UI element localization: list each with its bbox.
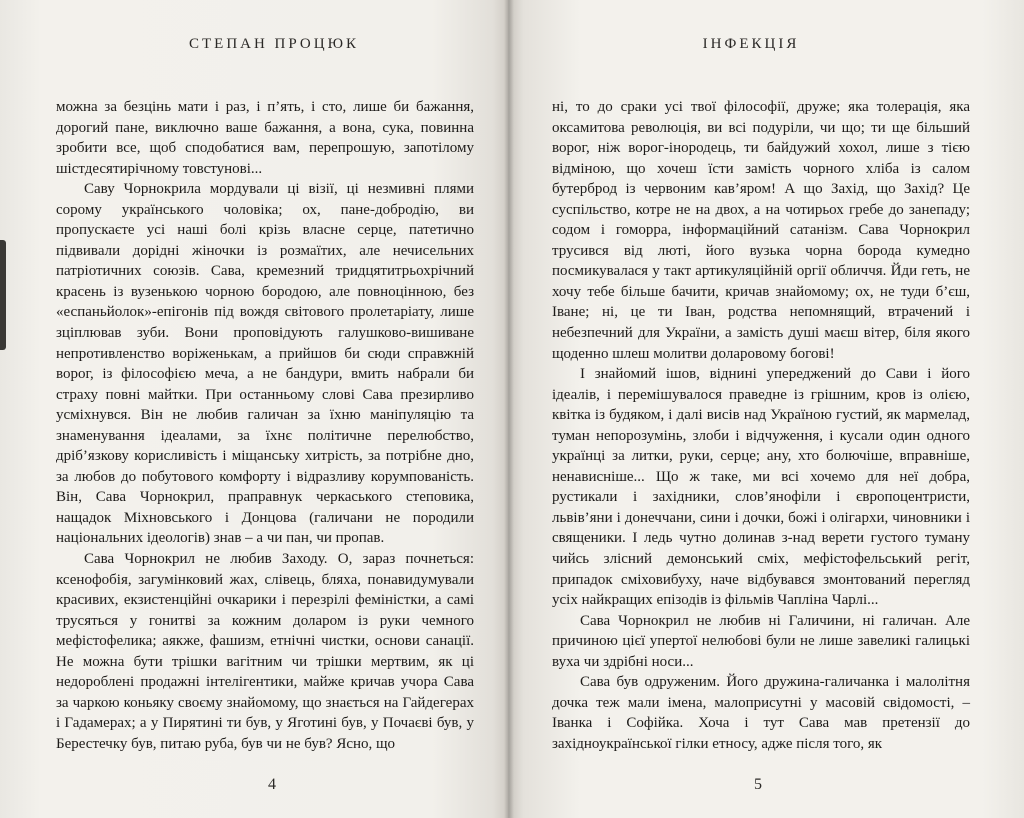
paragraph: І знайомий ішов, віднині упереджений до Сави і його ідеалів, і перемішувалося праведне із грішним, кров із олією, квітка із будяком, і далі висів над Україною густий, як мармелад, туман непорозумінь, злоби і відчуження, і кусали один одного українці за литки, руки, серце; ану, хто болючіше, вправніше, ненависніше... Що ж таке, ми всі хочемо для неї добра, рустикали і західники, слов’янофіли і європоцентристи, львів’яни і донеччани, сини і дочки, божі і олігархи, чиновники і священики. І ледь чутно долинав з-над верети густого туману чийсь злісний демонський сміх, мефістофельський регіт, припадок сміховибуху, наче відбувався змонтований перегляд усіх найкращих епізодів із фільмів Чапліна Чарлі... <box>552 366 970 609</box>
page-number-left: 4 <box>268 776 276 793</box>
paragraph: Сава Чорнокрил не любив ні Галичини, ні галичан. Але причиною цієї упертої нелюбові були не лише завеликі галицькі вуха чи здрібні носи... <box>552 612 970 670</box>
left-page-body <box>56 97 474 755</box>
paragraph: Саву Чорнокрила мордували ці візії, ці незмивні плями сорому українського чоловіка; ох, пане-добродію, ви пропускаєте усі наші болі крізь власне серце, патетично підвивали дорідні жіночки із розмаїтих, але нечисельних патріотичних союзів. Сава, кремезний тридцятитрьохрічний красень із вузенькою чорною бородою, але повноцінною, без «еспаньйолок»-епігонів під вождя світового пролетаріату, лише зціплював зуби. Вони проповідують галушково-вишиване непротивленство воріженькам, а прийшов би сюди справжній ворог, із філософією меча, а не бандури, вмить набрали би страху повні майтки. При останньому слові Сава презирливо усміхнувся. Він не любив галичан за їхню маніпуляцію та знаменування ідеалами, за їхнє політичне перелюбство, дріб’язкову корисливість і міщанську хитрість, за потрібне дно, за любов до побутового комфорту і відразливу корумпованість. Він, Сава Чорнокрил, праправнук черкаського степовика, нащадок Міхновського і Донцова (галичани не породили національних ідеологів) знав – а чи пан, чи пропав. <box>56 181 474 547</box>
running-head-author: СТЕПАН ПРОЦЮК <box>188 36 360 52</box>
paragraph: Сава Чорнокрил не любив Заходу. О, зараз почнеться: ксенофобія, загумінковий жах, слівець, бляха, понавидумували красивих, екзистенційні очкарики і перезрілі феміністки, а самі труcяться у гонитві за кожним доларом із руки чемного мефістофелика; аякже, фашизм, етнічні чистки, основи санації. Не можна бути трішки вагітним чи трішки мертвим, як ці недороблені продажні інтелігентики, майже кричав учора Сава за чаркою коньяку своєму знайомому, що знається на Гайдегерах і Гадамерах; а у Пирятині ти був, у Яготині був, у Почаєві був, у Берестечку був, питаю руба, був чи не був? Ясно, що <box>56 551 474 752</box>
page-edge-tab <box>0 240 6 350</box>
page-number-right: 5 <box>754 776 762 793</box>
right-page <box>508 0 1024 818</box>
paragraph: Сава був одруженим. Його дружина-галичанка і малолітня дочка теж мали імена, малоприсутні у масовій свідомості, – Іванка і Софійка. Хоча і тут Сава мав претензії до західноукраїнської гілки етносу, адже після того, як <box>552 674 970 752</box>
paragraph: можна за безцінь мати і раз, і п’ять, і сто, лише би бажання, дорогий пане, виключно ваше бажання, а вона, сука, повинна зробити все, щоб сподобатися вам, перепрошую, запотілому шістдесятирічному товстунові... <box>56 99 474 177</box>
running-head-title: ІНФЕКЦІЯ <box>702 36 800 52</box>
paragraph: ні, то до сраки усі твої філософії, друже; яка толерація, яка оксамитова революція, ви всі подуріли, чи що; ти ще більший ворог, ніж ворог-інородець, ти байдужий хохол, лише з тією відміною, що хочеш їсти замість чорного хліба із салом бутерброд із червоним кав’яром! А що Захід, що Захід? Це суспільство, котре не на двох, а на чотирьох гребе до занепаду; содом і гоморра, інформаційний сатанізм. Сава Чорнокрил трусився від люті, його вузька чорна борода кумедно посмикувалася у такт артикуляційній оргії обличчя. Йди геть, не хочу тебе більше бачити, кричав знайомому; ох, не туди б’єш, Іване; ні, це ти Іван, родства непомнящий, втрачений і небезпечний для України, а замість душі маєш вітер, біля якого щоденно шлеш молитви доларовому богові! <box>552 99 970 362</box>
right-page-body <box>552 97 970 755</box>
left-page <box>0 0 508 818</box>
